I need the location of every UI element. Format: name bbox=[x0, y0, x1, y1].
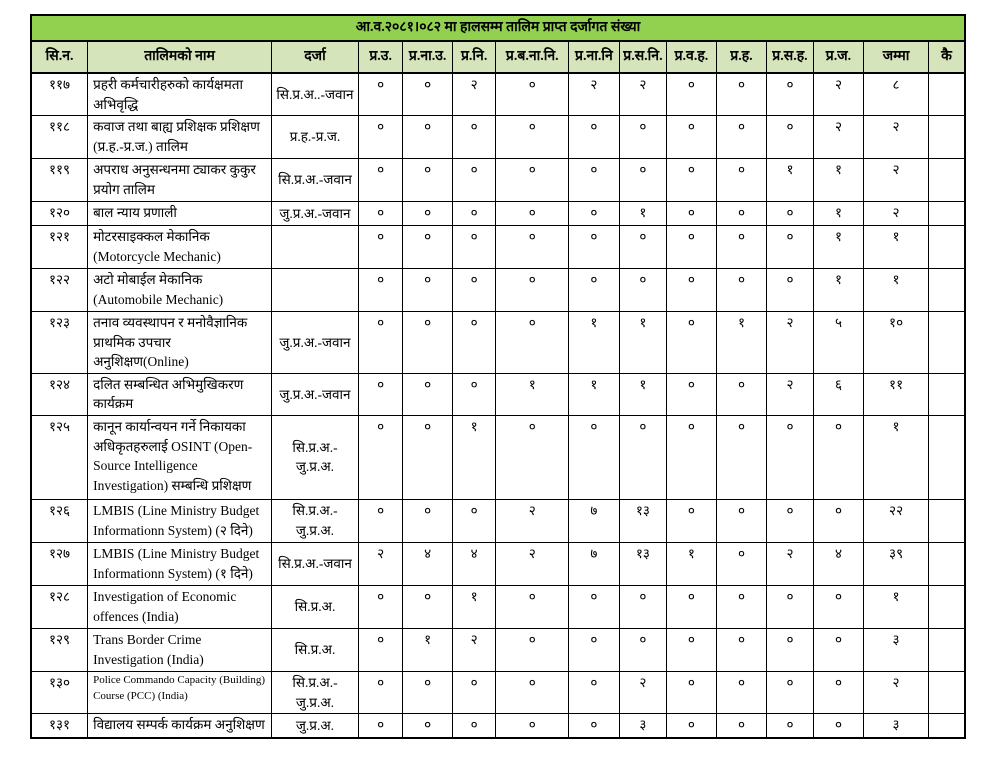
count-cell: २ bbox=[813, 73, 864, 116]
rank-cell bbox=[272, 269, 359, 312]
count-cell: ७ bbox=[569, 542, 620, 585]
count-cell: ० bbox=[496, 585, 569, 628]
col-header-rank: दर्जा bbox=[272, 41, 359, 73]
count-cell: १ bbox=[813, 159, 864, 202]
count-cell: ० bbox=[569, 628, 620, 671]
count-cell: ० bbox=[358, 116, 402, 159]
table-title: आ.व.२०८१।०८२ मा हालसम्म तालिम प्राप्त दर्जागत संख्या bbox=[31, 15, 965, 41]
count-cell: ० bbox=[403, 226, 453, 269]
sn-cell: १२१ bbox=[31, 226, 88, 269]
count-cell: १३ bbox=[619, 499, 667, 542]
count-cell: ० bbox=[569, 159, 620, 202]
count-cell: ० bbox=[667, 73, 717, 116]
count-cell: ० bbox=[619, 415, 667, 499]
count-cell: ० bbox=[358, 585, 402, 628]
table-row bbox=[31, 714, 965, 738]
rank-cell: जु.प्र.अ. bbox=[272, 714, 359, 738]
count-cell: ० bbox=[403, 373, 453, 415]
rank-cell bbox=[272, 226, 359, 269]
count-cell: ० bbox=[716, 714, 767, 738]
count-cell: २ bbox=[813, 116, 864, 159]
count-cell: ० bbox=[403, 202, 453, 226]
rank-cell: सि.प्र.अ.-जवान bbox=[272, 159, 359, 202]
count-cell: ० bbox=[403, 671, 453, 713]
table-row bbox=[31, 499, 965, 542]
count-cell: ० bbox=[569, 671, 620, 713]
sn-cell: १२९ bbox=[31, 628, 88, 671]
count-cell: ० bbox=[403, 312, 453, 374]
count-cell: ० bbox=[403, 116, 453, 159]
count-cell: ० bbox=[358, 269, 402, 312]
count-cell: ० bbox=[767, 226, 813, 269]
count-cell: २ bbox=[358, 542, 402, 585]
count-cell: ० bbox=[767, 628, 813, 671]
table-row bbox=[31, 585, 965, 628]
rank-cell: सि.प्र.अ. bbox=[272, 585, 359, 628]
count-cell: २ bbox=[767, 542, 813, 585]
count-cell: ० bbox=[358, 628, 402, 671]
count-cell: ० bbox=[358, 202, 402, 226]
count-cell: ० bbox=[716, 499, 767, 542]
rank-cell: सि.प्र.अ.-जु.प्र.अ. bbox=[272, 671, 359, 713]
col-header-pra-na-ni: प्र.ना.नि bbox=[569, 41, 620, 73]
col-header-pra-sa-ni: प्र.स.नि. bbox=[619, 41, 667, 73]
total-cell: २ bbox=[864, 159, 929, 202]
count-cell: ७ bbox=[569, 499, 620, 542]
name-cell: अपराध अनुसन्धनमा ट्याकर कुकुर प्रयोग तालिम bbox=[88, 159, 272, 202]
count-cell: २ bbox=[496, 542, 569, 585]
count-cell: ० bbox=[716, 542, 767, 585]
count-cell: ० bbox=[358, 73, 402, 116]
count-cell: ० bbox=[358, 714, 402, 738]
count-cell: ४ bbox=[452, 542, 495, 585]
count-cell: ० bbox=[496, 73, 569, 116]
count-cell: ० bbox=[667, 226, 717, 269]
count-cell: ६ bbox=[813, 373, 864, 415]
count-cell: ० bbox=[813, 671, 864, 713]
count-cell: ० bbox=[667, 585, 717, 628]
count-cell: ० bbox=[767, 73, 813, 116]
count-cell: ० bbox=[452, 202, 495, 226]
count-cell: ० bbox=[716, 226, 767, 269]
count-cell: ० bbox=[619, 269, 667, 312]
remark-cell bbox=[928, 585, 965, 628]
count-cell: १ bbox=[569, 373, 620, 415]
count-cell: ० bbox=[767, 714, 813, 738]
count-cell: ० bbox=[496, 628, 569, 671]
count-cell: ० bbox=[667, 116, 717, 159]
count-cell: ५ bbox=[813, 312, 864, 374]
table-body bbox=[31, 73, 965, 738]
name-cell: अटो मोबाईल मेकानिक (Automobile Mechanic) bbox=[88, 269, 272, 312]
count-cell: ० bbox=[767, 671, 813, 713]
count-cell: ० bbox=[403, 269, 453, 312]
rank-cell: जु.प्र.अ.-जवान bbox=[272, 202, 359, 226]
sn-cell: १२७ bbox=[31, 542, 88, 585]
total-cell: ८ bbox=[864, 73, 929, 116]
count-cell: ० bbox=[619, 116, 667, 159]
remark-cell bbox=[928, 73, 965, 116]
name-cell: LMBIS (Line Ministry Budget Informationn System) (१ दिने) bbox=[88, 542, 272, 585]
count-cell: ० bbox=[403, 415, 453, 499]
count-cell: ० bbox=[767, 269, 813, 312]
count-cell: ० bbox=[569, 585, 620, 628]
count-cell: ० bbox=[716, 269, 767, 312]
count-cell: १ bbox=[813, 226, 864, 269]
count-cell: ० bbox=[496, 269, 569, 312]
remark-cell bbox=[928, 542, 965, 585]
sn-cell: १२३ bbox=[31, 312, 88, 374]
count-cell: ० bbox=[716, 671, 767, 713]
count-cell: १ bbox=[813, 269, 864, 312]
count-cell: २ bbox=[767, 373, 813, 415]
count-cell: २ bbox=[767, 312, 813, 374]
total-cell: १ bbox=[864, 415, 929, 499]
count-cell: ० bbox=[667, 159, 717, 202]
name-cell: मोटरसाइक्कल मेकानिक (Motorcycle Mechanic) bbox=[88, 226, 272, 269]
col-header-sn: सि.न. bbox=[31, 41, 88, 73]
count-cell: ० bbox=[667, 499, 717, 542]
count-cell: ० bbox=[496, 671, 569, 713]
count-cell: ० bbox=[496, 714, 569, 738]
count-cell: १ bbox=[619, 373, 667, 415]
total-cell: १ bbox=[864, 585, 929, 628]
count-cell: ० bbox=[716, 585, 767, 628]
sn-cell: ११९ bbox=[31, 159, 88, 202]
col-header-pra-ni: प्र.नि. bbox=[452, 41, 495, 73]
count-cell: ० bbox=[813, 499, 864, 542]
count-cell: २ bbox=[619, 671, 667, 713]
name-cell: Investigation of Economic offences (India) bbox=[88, 585, 272, 628]
count-cell: ० bbox=[667, 714, 717, 738]
total-cell: १ bbox=[864, 226, 929, 269]
remark-cell bbox=[928, 671, 965, 713]
count-cell: ० bbox=[619, 159, 667, 202]
table-header-row bbox=[31, 41, 965, 73]
remark-cell bbox=[928, 312, 965, 374]
count-cell: ० bbox=[767, 585, 813, 628]
col-header-pra-wa-ha: प्र.व.ह. bbox=[667, 41, 717, 73]
count-cell: ० bbox=[813, 585, 864, 628]
rank-cell: सि.प्र.अ. bbox=[272, 628, 359, 671]
remark-cell bbox=[928, 628, 965, 671]
count-cell: १३ bbox=[619, 542, 667, 585]
sn-cell: १२४ bbox=[31, 373, 88, 415]
count-cell: ० bbox=[716, 116, 767, 159]
count-cell: ० bbox=[496, 202, 569, 226]
remark-cell bbox=[928, 415, 965, 499]
count-cell: ३ bbox=[619, 714, 667, 738]
rank-cell: सि.प्र.अ..-जवान bbox=[272, 73, 359, 116]
table-row bbox=[31, 628, 965, 671]
count-cell: ० bbox=[619, 628, 667, 671]
table-row bbox=[31, 373, 965, 415]
count-cell: ० bbox=[403, 159, 453, 202]
count-cell: ० bbox=[358, 671, 402, 713]
count-cell: ० bbox=[569, 269, 620, 312]
col-header-pra-ja: प्र.ज. bbox=[813, 41, 864, 73]
document-sheet bbox=[30, 14, 966, 739]
count-cell: १ bbox=[813, 202, 864, 226]
remark-cell bbox=[928, 226, 965, 269]
name-cell: प्रहरी कर्मचारीहरुको कार्यक्षमता अभिवृद्धि bbox=[88, 73, 272, 116]
sn-cell: १३० bbox=[31, 671, 88, 713]
table-row bbox=[31, 671, 965, 713]
count-cell: ० bbox=[667, 628, 717, 671]
sn-cell: ११७ bbox=[31, 73, 88, 116]
count-cell: ० bbox=[452, 116, 495, 159]
sn-cell: १२६ bbox=[31, 499, 88, 542]
rank-cell: सि.प्र.अ.-जु.प्र.अ. bbox=[272, 415, 359, 499]
col-header-remarks: कै bbox=[928, 41, 965, 73]
total-cell: ३ bbox=[864, 714, 929, 738]
count-cell: ० bbox=[767, 202, 813, 226]
count-cell: ० bbox=[358, 415, 402, 499]
remark-cell bbox=[928, 116, 965, 159]
count-cell: ० bbox=[767, 415, 813, 499]
remark-cell bbox=[928, 269, 965, 312]
col-header-pra-na-u: प्र.ना.उ. bbox=[403, 41, 453, 73]
total-cell: ३९ bbox=[864, 542, 929, 585]
count-cell: ० bbox=[667, 269, 717, 312]
count-cell: ० bbox=[667, 415, 717, 499]
count-cell: ० bbox=[767, 116, 813, 159]
count-cell: ० bbox=[569, 714, 620, 738]
count-cell: ० bbox=[667, 312, 717, 374]
count-cell: १ bbox=[403, 628, 453, 671]
count-cell: ० bbox=[813, 415, 864, 499]
name-cell: दलित सम्बन्धित अभिमुखिकरण कार्यक्रम bbox=[88, 373, 272, 415]
name-cell: कवाज तथा बाह्य प्रशिक्षक प्रशिक्षण (प्र.ह.-प्र.ज.) तालिम bbox=[88, 116, 272, 159]
col-header-pra-u: प्र.उ. bbox=[358, 41, 402, 73]
count-cell: ० bbox=[716, 628, 767, 671]
count-cell: १ bbox=[619, 202, 667, 226]
count-cell: ० bbox=[569, 202, 620, 226]
name-cell: Trans Border Crime Investigation (India) bbox=[88, 628, 272, 671]
count-cell: ० bbox=[716, 202, 767, 226]
total-cell: २२ bbox=[864, 499, 929, 542]
remark-cell bbox=[928, 159, 965, 202]
total-cell: २ bbox=[864, 671, 929, 713]
count-cell: २ bbox=[452, 73, 495, 116]
sn-cell: १२८ bbox=[31, 585, 88, 628]
rank-cell: प्र.ह.-प्र.ज. bbox=[272, 116, 359, 159]
remark-cell bbox=[928, 202, 965, 226]
count-cell: १ bbox=[667, 542, 717, 585]
col-header-pra-ba-na-ni: प्र.ब.ना.नि. bbox=[496, 41, 569, 73]
rank-cell: सि.प्र.अ.-जवान bbox=[272, 542, 359, 585]
name-cell: LMBIS (Line Ministry Budget Informationn System) (२ दिने) bbox=[88, 499, 272, 542]
count-cell: ० bbox=[496, 415, 569, 499]
name-cell: बाल न्याय प्रणाली bbox=[88, 202, 272, 226]
count-cell: ० bbox=[569, 226, 620, 269]
count-cell: ० bbox=[619, 226, 667, 269]
count-cell: ० bbox=[403, 714, 453, 738]
remark-cell bbox=[928, 373, 965, 415]
count-cell: ० bbox=[767, 499, 813, 542]
total-cell: १ bbox=[864, 269, 929, 312]
count-cell: ० bbox=[569, 116, 620, 159]
table-row bbox=[31, 202, 965, 226]
name-cell: कानून कार्यान्वयन गर्ने निकायका अधिकृतहरुलाई OSINT (Open-Source Intelligence Investigation) सम्बन्धि प्रशिक्षण bbox=[88, 415, 272, 499]
remark-cell bbox=[928, 499, 965, 542]
count-cell: ४ bbox=[813, 542, 864, 585]
total-cell: १० bbox=[864, 312, 929, 374]
count-cell: ० bbox=[496, 226, 569, 269]
table-row bbox=[31, 312, 965, 374]
name-cell: Police Commando Capacity (Building) Course (PCC) (India) bbox=[88, 671, 272, 713]
rank-cell: सि.प्र.अ.-जु.प्र.अ. bbox=[272, 499, 359, 542]
sn-cell: १२० bbox=[31, 202, 88, 226]
table-row bbox=[31, 542, 965, 585]
table-row bbox=[31, 159, 965, 202]
count-cell: ० bbox=[716, 73, 767, 116]
table-row bbox=[31, 116, 965, 159]
sn-cell: १२५ bbox=[31, 415, 88, 499]
count-cell: १ bbox=[619, 312, 667, 374]
count-cell: ० bbox=[452, 312, 495, 374]
count-cell: ० bbox=[358, 226, 402, 269]
count-cell: ० bbox=[667, 373, 717, 415]
sn-cell: ११८ bbox=[31, 116, 88, 159]
count-cell: १ bbox=[569, 312, 620, 374]
name-cell: विद्यालय सम्पर्क कार्यक्रम अनुशिक्षण bbox=[88, 714, 272, 738]
rank-cell: जु.प्र.अ.-जवान bbox=[272, 312, 359, 374]
count-cell: १ bbox=[496, 373, 569, 415]
count-cell: ० bbox=[667, 202, 717, 226]
count-cell: ४ bbox=[403, 542, 453, 585]
count-cell: ० bbox=[813, 714, 864, 738]
total-cell: २ bbox=[864, 116, 929, 159]
table-row bbox=[31, 269, 965, 312]
total-cell: २ bbox=[864, 202, 929, 226]
count-cell: २ bbox=[496, 499, 569, 542]
count-cell: २ bbox=[619, 73, 667, 116]
count-cell: १ bbox=[767, 159, 813, 202]
count-cell: ० bbox=[452, 499, 495, 542]
table-title-row bbox=[31, 15, 965, 41]
count-cell: ० bbox=[358, 312, 402, 374]
count-cell: १ bbox=[452, 585, 495, 628]
name-cell: तनाव व्यवस्थापन र मनोवैज्ञानिक प्राथमिक उपचार अनुशिक्षण(Online) bbox=[88, 312, 272, 374]
count-cell: ० bbox=[358, 373, 402, 415]
remark-cell bbox=[928, 714, 965, 738]
table-row bbox=[31, 226, 965, 269]
count-cell: ० bbox=[496, 116, 569, 159]
table-row bbox=[31, 73, 965, 116]
count-cell: ० bbox=[716, 159, 767, 202]
count-cell: ० bbox=[496, 159, 569, 202]
count-cell: १ bbox=[452, 415, 495, 499]
count-cell: ० bbox=[358, 499, 402, 542]
count-cell: ० bbox=[569, 415, 620, 499]
count-cell: ० bbox=[813, 628, 864, 671]
count-cell: ० bbox=[403, 73, 453, 116]
training-rank-table bbox=[30, 14, 966, 739]
count-cell: ० bbox=[452, 714, 495, 738]
count-cell: ० bbox=[716, 373, 767, 415]
rank-cell: जु.प्र.अ.-जवान bbox=[272, 373, 359, 415]
count-cell: ० bbox=[403, 585, 453, 628]
total-cell: ११ bbox=[864, 373, 929, 415]
col-header-pra-ha: प्र.ह. bbox=[716, 41, 767, 73]
sn-cell: १३१ bbox=[31, 714, 88, 738]
count-cell: २ bbox=[452, 628, 495, 671]
table-row bbox=[31, 415, 965, 499]
count-cell: ० bbox=[496, 312, 569, 374]
count-cell: ० bbox=[358, 159, 402, 202]
col-header-pra-sa-ha: प्र.स.ह. bbox=[767, 41, 813, 73]
total-cell: ३ bbox=[864, 628, 929, 671]
count-cell: २ bbox=[569, 73, 620, 116]
sn-cell: १२२ bbox=[31, 269, 88, 312]
count-cell: ० bbox=[452, 373, 495, 415]
count-cell: ० bbox=[452, 159, 495, 202]
count-cell: ० bbox=[452, 226, 495, 269]
count-cell: ० bbox=[667, 671, 717, 713]
count-cell: ० bbox=[716, 415, 767, 499]
count-cell: ० bbox=[452, 671, 495, 713]
count-cell: ० bbox=[452, 269, 495, 312]
count-cell: १ bbox=[716, 312, 767, 374]
count-cell: ० bbox=[619, 585, 667, 628]
count-cell: ० bbox=[403, 499, 453, 542]
col-header-training-name: तालिमको नाम bbox=[88, 41, 272, 73]
col-header-total: जम्मा bbox=[864, 41, 929, 73]
